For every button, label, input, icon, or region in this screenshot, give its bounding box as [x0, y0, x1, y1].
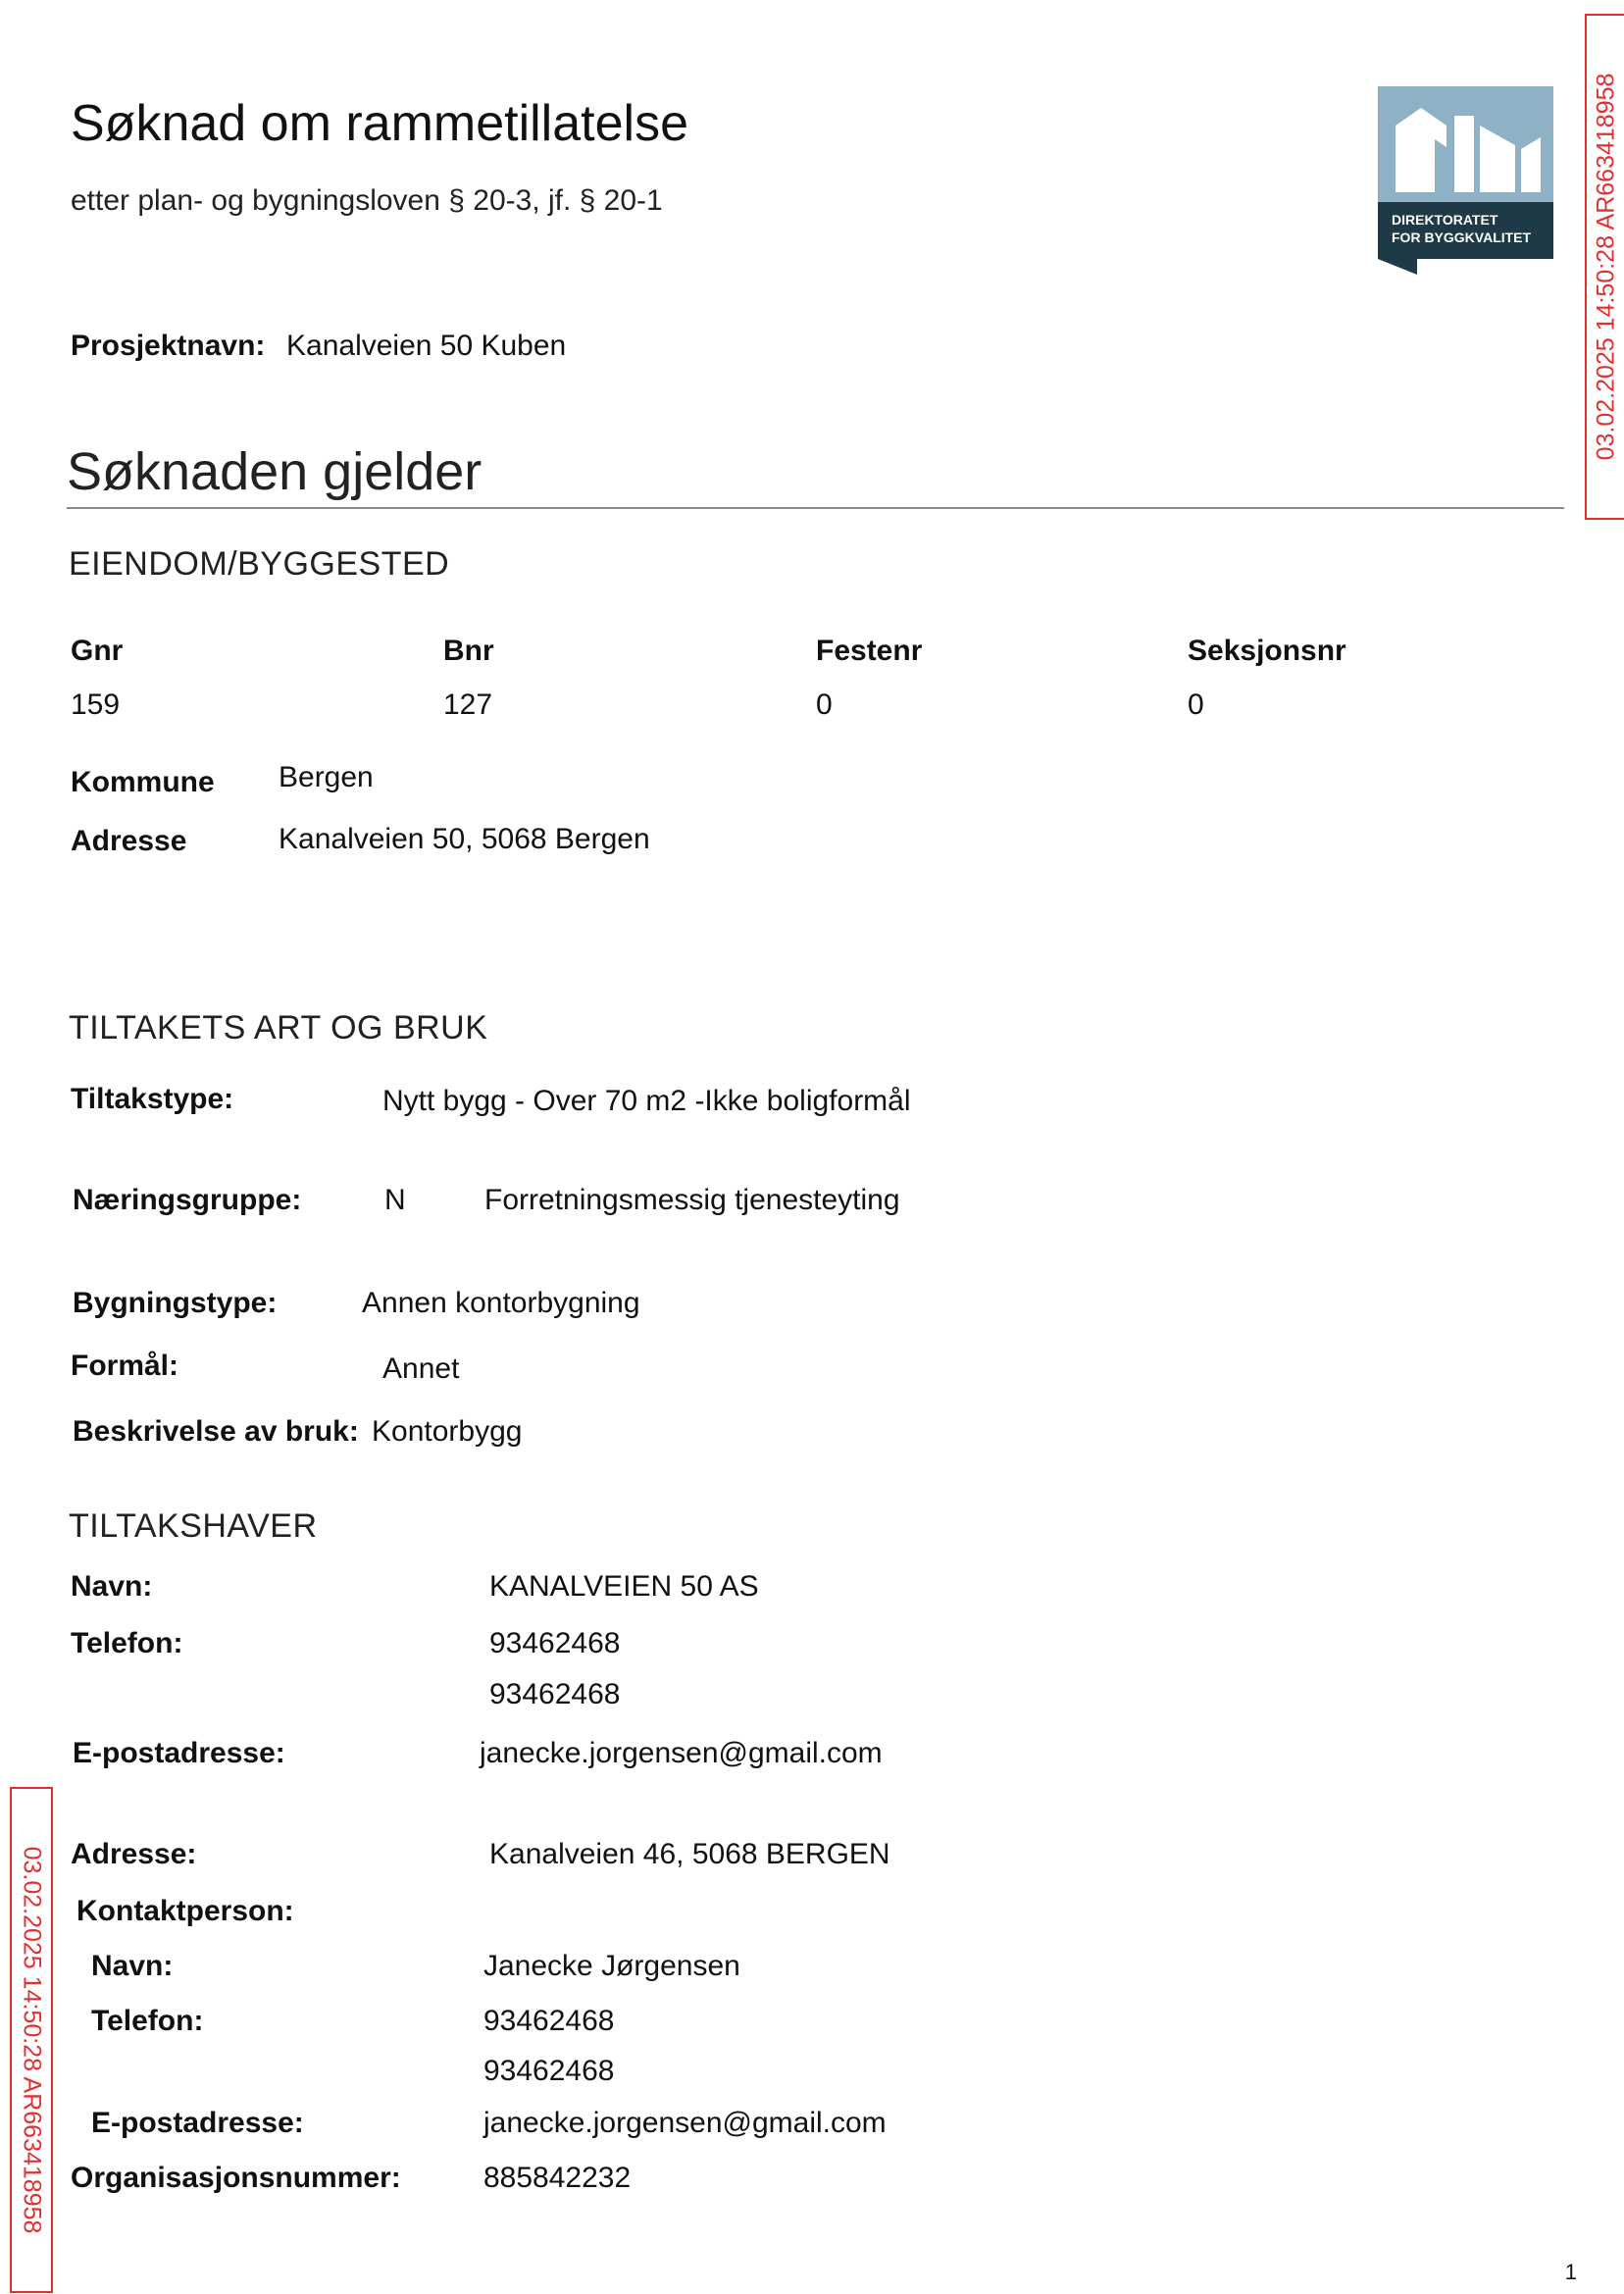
tiltakstype-label: Tiltakstype: — [71, 1083, 234, 1115]
tiltakshaver-adresse-label: Adresse: — [71, 1838, 197, 1870]
tiltakshaver-telefon-1: 93462468 — [489, 1627, 621, 1659]
stamp-text-left: 03.02.2025 14:50:28 AR663418958 — [18, 1846, 46, 2234]
adresse-label: Adresse — [71, 825, 187, 857]
logo-line-2: FOR BYGGKVALITET — [1392, 229, 1532, 245]
kontakt-epost-value: janecke.jorgensen@gmail.com — [483, 2107, 887, 2139]
logo-line-1: DIREKTORATET — [1392, 212, 1498, 228]
kommune-value: Bergen — [279, 761, 374, 793]
seksjonsnr-label: Seksjonsnr — [1188, 635, 1346, 667]
dibk-logo — [1378, 86, 1553, 275]
tiltakshaver-heading: TILTAKSHAVER — [69, 1507, 318, 1545]
festenr-label: Festenr — [816, 635, 923, 667]
received-stamp-top — [1585, 14, 1624, 520]
gnr-label: Gnr — [71, 635, 124, 667]
kontakt-telefon-2: 93462468 — [483, 2055, 615, 2087]
organisasjonsnummer-value: 885842232 — [483, 2162, 632, 2194]
kommune-label: Kommune — [71, 766, 215, 798]
naeringsgruppe-value: Forretningsmessig tjenesteyting — [484, 1184, 900, 1216]
naeringsgruppe-code: N — [384, 1184, 406, 1216]
dibk-logo-graphic — [1378, 86, 1553, 275]
tiltakshaver-navn-label: Navn: — [71, 1570, 153, 1603]
tiltakshaver-epost-label: E-postadresse: — [73, 1737, 285, 1769]
kontaktperson-label: Kontaktperson: — [76, 1895, 294, 1927]
beskrivelse-bruk-label: Beskrivelse av bruk: — [73, 1415, 359, 1448]
tiltakstype-value: Nytt bygg - Over 70 m2 -Ikke boligformål — [382, 1085, 911, 1117]
stamp-text-top: 03.02.2025 14:50:28 AR663418958 — [1592, 73, 1620, 461]
bygningstype-value: Annen kontorbygning — [362, 1287, 640, 1319]
adresse-value: Kanalveien 50, 5068 Bergen — [279, 823, 650, 855]
received-stamp-left — [10, 1787, 53, 2293]
festenr-value: 0 — [816, 688, 833, 721]
organisasjonsnummer-label: Organisasjonsnummer: — [71, 2162, 401, 2194]
eiendom-heading: EIENDOM/BYGGESTED — [69, 545, 450, 583]
tiltak-heading: TILTAKETS ART OG BRUK — [69, 1009, 488, 1046]
tiltakshaver-telefon-label: Telefon: — [71, 1627, 183, 1659]
kontakt-telefon-label: Telefon: — [91, 2005, 204, 2037]
kontakt-epost-label: E-postadresse: — [91, 2107, 304, 2139]
document-title: Søknad om rammetillatelse — [71, 95, 688, 152]
tiltakshaver-navn-value: KANALVEIEN 50 AS — [489, 1570, 759, 1603]
project-name-label: Prosjektnavn: — [71, 330, 266, 362]
section-title: Søknaden gjelder — [67, 442, 482, 501]
section-divider — [67, 507, 1564, 509]
kontakt-telefon-1: 93462468 — [483, 2005, 615, 2037]
formal-value: Annet — [382, 1352, 460, 1385]
seksjonsnr-value: 0 — [1188, 688, 1204, 721]
tiltakshaver-adresse-value: Kanalveien 46, 5068 BERGEN — [489, 1838, 890, 1870]
kontakt-navn-value: Janecke Jørgensen — [483, 1950, 740, 1982]
kontakt-navn-label: Navn: — [91, 1950, 174, 1982]
beskrivelse-bruk-value: Kontorbygg — [372, 1415, 523, 1448]
page-number: 1 — [1564, 2260, 1577, 2284]
project-name-value: Kanalveien 50 Kuben — [286, 330, 567, 362]
bnr-value: 127 — [443, 688, 493, 721]
tiltakshaver-telefon-2: 93462468 — [489, 1678, 621, 1710]
formal-label: Formål: — [71, 1350, 179, 1382]
naeringsgruppe-label: Næringsgruppe: — [73, 1184, 302, 1216]
tiltakshaver-epost-value: janecke.jorgensen@gmail.com — [480, 1737, 883, 1769]
bnr-label: Bnr — [443, 635, 494, 667]
document-subtitle: etter plan- og bygningsloven § 20-3, jf. § 20-1 — [71, 184, 663, 217]
gnr-value: 159 — [71, 688, 121, 721]
bygningstype-label: Bygningstype: — [73, 1287, 278, 1319]
